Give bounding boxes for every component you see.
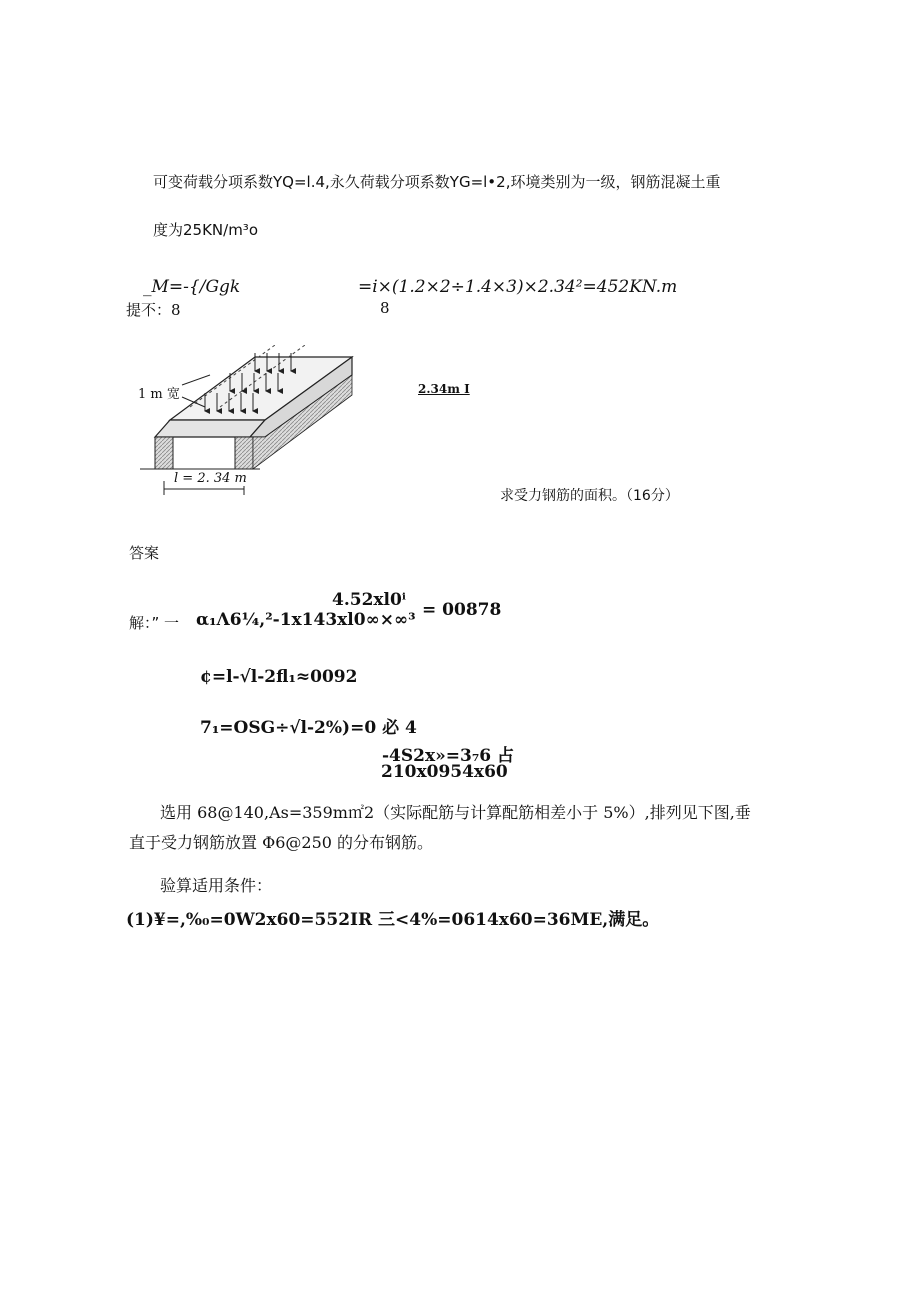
span-label: l = 2. 34 m (174, 471, 247, 486)
question-text: 求受力钢筋的面积。（16分） (500, 488, 679, 504)
moment-formula-left: _M=-{/Ggk (143, 277, 241, 297)
check-title: 验算适用条件： (160, 876, 273, 895)
gamma-formula: 7₁=OSG÷√l-2%)=0 必 4 (200, 718, 417, 738)
slab-diagram (130, 345, 370, 500)
xi-formula: ¢=l-√l-2fl₁≈0092 (200, 667, 358, 687)
as-numerator: -4S2x»=3₇6 占 (382, 746, 515, 766)
hint-label: 提不：8 (126, 301, 181, 319)
selection-line-2: 直于受力钢筋放置 Φ6@250 的分布钢筋。 (129, 833, 434, 852)
check-condition-1: (1)¥=,%₀=0W2x60=552IR 三<4%=0614x60=36ME,满足。 (126, 910, 660, 930)
selection-line-1: 选用 68@140,As=359m㎡2（实际配筋与计算配筋相差小于 5%）,排列见下图,垂 (160, 803, 751, 822)
solution-prefix: 解：” 一 (129, 614, 180, 632)
intro-line-2: 度为25KN∕m³o (153, 221, 259, 239)
moment-formula-right: =i×(1.2×2÷1.4×3)×2.34²=452KN.m (358, 277, 678, 297)
solution-expression: α₁Λ6¼,²-1x143xl0∞×∞³ (196, 610, 416, 630)
width-label: 1 m 宽 (138, 387, 180, 402)
solution-numerator: 4.52xl0ⁱ (332, 590, 406, 610)
as-denominator: 210x0954x60 (381, 762, 508, 782)
slab-figure (130, 345, 370, 500)
answer-label: 答案 (129, 544, 160, 562)
moment-denominator: 8 (380, 299, 390, 317)
side-dimension-label: 2.34m I (418, 382, 470, 396)
solution-result: = 00878 (422, 600, 502, 620)
intro-line-1: 可变荷载分项系数YQ=l.4,永久荷载分项系数YG=l•2,环境类别为一级，钢筋混凝土重 (153, 173, 721, 191)
